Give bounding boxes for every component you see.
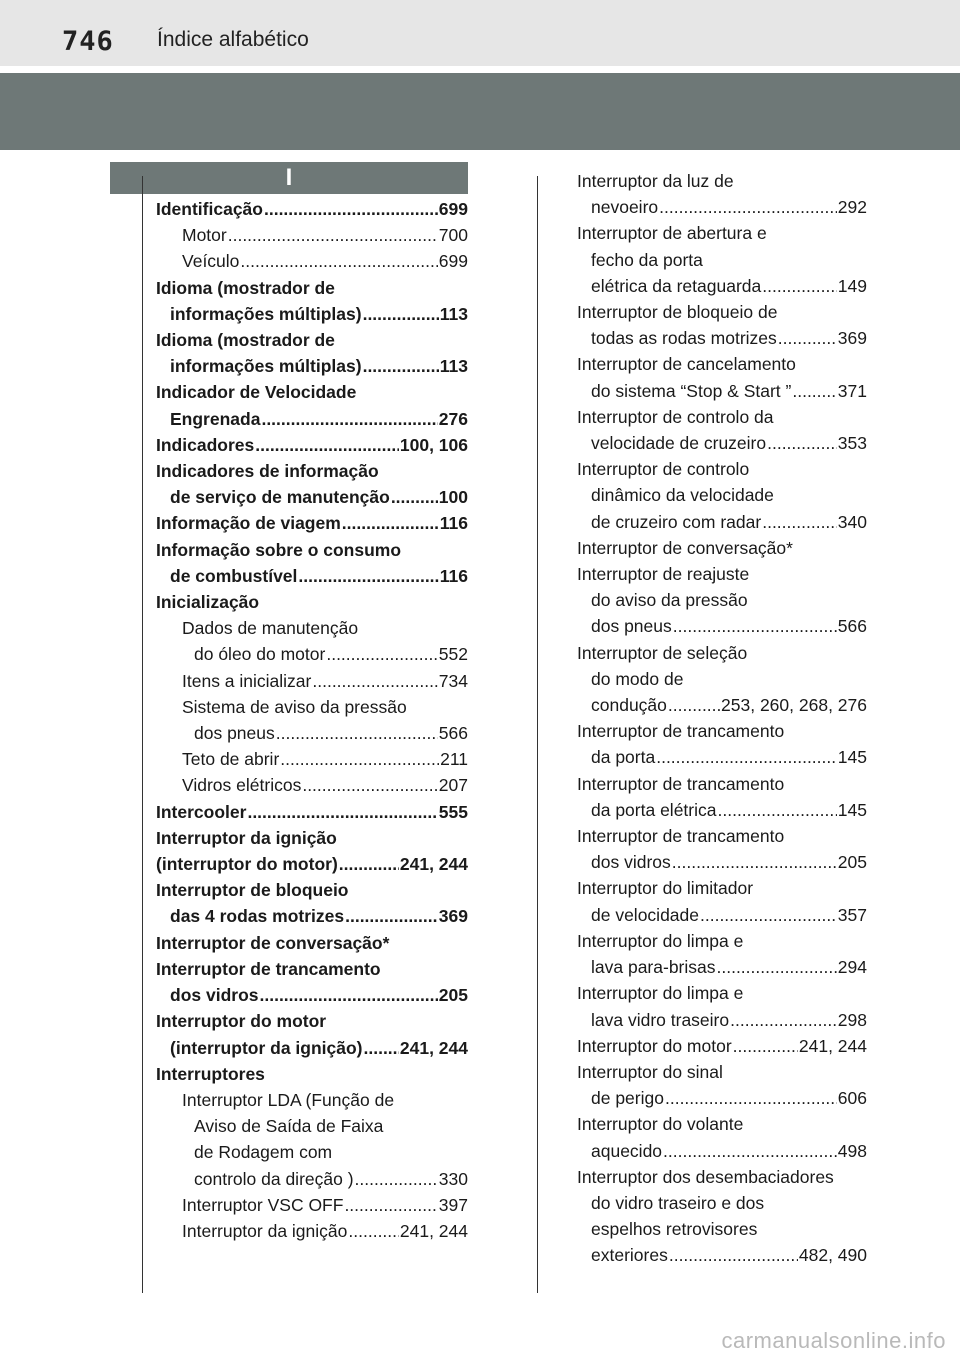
index-entry-term: do modo de bbox=[591, 668, 684, 689]
index-entry-term: Interruptor de bloqueio de bbox=[577, 302, 778, 323]
index-entry-term: dos vidros bbox=[591, 852, 671, 873]
index-entry bbox=[156, 1192, 468, 1218]
leader-dots bbox=[260, 982, 438, 1008]
leader-dots bbox=[665, 1085, 837, 1111]
index-entry bbox=[156, 641, 468, 667]
index-entry-page: 482, 490 bbox=[798, 1245, 867, 1266]
index-entry-term: Interruptor de seleção bbox=[577, 642, 748, 663]
index-entry bbox=[577, 928, 867, 954]
index-entry bbox=[577, 194, 867, 220]
index-entry bbox=[156, 982, 468, 1008]
index-entry-page: 241, 244 bbox=[399, 854, 468, 875]
index-entry-page: 734 bbox=[438, 670, 468, 691]
index-entry-page: 397 bbox=[438, 1194, 468, 1215]
leader-dots bbox=[326, 641, 437, 667]
index-entry-term: Interruptor do motor bbox=[577, 1035, 732, 1056]
left-column-rule bbox=[142, 176, 143, 1293]
index-entry-page: 276 bbox=[438, 408, 468, 429]
index-entry-page: 100 bbox=[438, 487, 468, 508]
index-entry bbox=[156, 1061, 468, 1087]
index-entry-term: lava para-brisas bbox=[591, 957, 716, 978]
index-entry-page: 606 bbox=[837, 1088, 867, 1109]
index-entry bbox=[156, 589, 468, 615]
index-entry bbox=[577, 1111, 867, 1137]
leader-dots bbox=[762, 273, 837, 299]
leader-dots bbox=[762, 509, 837, 535]
leader-dots bbox=[345, 903, 438, 929]
index-entry-term: Interruptor dos desembaciadores bbox=[577, 1166, 834, 1187]
index-entry-term: nevoeiro bbox=[591, 197, 659, 218]
index-entry-term: (interruptor do motor) bbox=[156, 854, 338, 875]
leader-dots bbox=[672, 849, 837, 875]
index-entry-term: (interruptor da ignição) bbox=[170, 1037, 363, 1058]
leader-dots bbox=[276, 720, 438, 746]
index-entry-term: da porta elétrica bbox=[591, 799, 717, 820]
index-entry-term: Indicadores de informação bbox=[156, 461, 379, 482]
index-entry-term: do aviso da pressão bbox=[591, 590, 748, 611]
index-entry bbox=[156, 615, 468, 641]
index-entry bbox=[577, 325, 867, 351]
index-entry-term: dos pneus bbox=[591, 616, 672, 637]
index-entry-page: 566 bbox=[438, 723, 468, 744]
index-entry-term: Itens a inicializar bbox=[182, 670, 312, 691]
index-entry-page: 205 bbox=[438, 985, 468, 1006]
index-entry-term: de velocidade bbox=[591, 904, 699, 925]
leader-dots bbox=[718, 797, 837, 823]
index-entry bbox=[577, 692, 867, 718]
index-entry-term: Sistema de aviso da pressão bbox=[182, 696, 407, 717]
index-entry-term: Dados de manutenção bbox=[182, 618, 359, 639]
index-entry-term: dos pneus bbox=[194, 723, 275, 744]
index-entry-term: todas as rodas motrizes bbox=[591, 328, 777, 349]
index-entry-term: Interruptor de trancamento bbox=[577, 773, 785, 794]
leader-dots bbox=[247, 799, 437, 825]
index-entry-term: da porta bbox=[591, 747, 656, 768]
index-entry bbox=[577, 849, 867, 875]
leader-dots bbox=[264, 196, 438, 222]
index-entry bbox=[156, 484, 468, 510]
index-entry-page: 116 bbox=[439, 565, 468, 586]
index-entry bbox=[577, 823, 867, 849]
index-entry bbox=[577, 744, 867, 770]
leader-dots bbox=[767, 430, 837, 456]
index-entry-term: de perigo bbox=[591, 1088, 664, 1109]
index-entry bbox=[577, 666, 867, 692]
index-entry-term: Teto de abrir bbox=[182, 749, 280, 770]
leader-dots bbox=[391, 484, 438, 510]
index-entry-term: Interruptor de reajuste bbox=[577, 564, 750, 585]
index-letter-header: I bbox=[110, 162, 468, 194]
index-entry-term: Interruptor do sinal bbox=[577, 1061, 723, 1082]
index-entry bbox=[577, 404, 867, 430]
index-entry-page: 100, 106 bbox=[399, 434, 468, 455]
index-entry-page: 207 bbox=[438, 775, 468, 796]
index-entry-term: do vidro traseiro e dos bbox=[591, 1192, 765, 1213]
index-entry-term: Interruptor de trancamento bbox=[577, 826, 785, 847]
leader-dots bbox=[364, 1035, 399, 1061]
index-entry bbox=[577, 1138, 867, 1164]
leader-dots bbox=[656, 744, 837, 770]
leader-dots bbox=[733, 1033, 798, 1059]
index-entry-term: Motor bbox=[182, 225, 227, 246]
index-entry-term: de combustível bbox=[170, 565, 298, 586]
leader-dots bbox=[280, 746, 439, 772]
index-entry bbox=[156, 379, 468, 405]
index-entry-term: Intercooler bbox=[156, 801, 247, 822]
index-entry-term: velocidade de cruzeiro bbox=[591, 433, 767, 454]
index-entry bbox=[577, 980, 867, 1006]
index-entry-page: 241, 244 bbox=[399, 1220, 468, 1241]
index-entry bbox=[577, 247, 867, 273]
index-entry bbox=[156, 222, 468, 248]
index-left-column bbox=[156, 196, 468, 1244]
index-entry-term: Interruptor da ignição bbox=[156, 827, 337, 848]
index-entry-term: informações múltiplas) bbox=[170, 303, 362, 324]
index-entry-term: Interruptor de controlo bbox=[577, 459, 750, 480]
index-entry bbox=[156, 563, 468, 589]
index-entry-term: fecho da porta bbox=[591, 249, 703, 270]
leader-dots bbox=[717, 954, 837, 980]
index-entry-term: Aviso de Saída de Faixa bbox=[194, 1116, 384, 1137]
index-entry bbox=[156, 851, 468, 877]
index-entry bbox=[577, 273, 867, 299]
index-entry bbox=[156, 275, 468, 301]
leader-dots bbox=[355, 1166, 438, 1192]
leader-dots bbox=[342, 510, 439, 536]
index-entry-term: dos vidros bbox=[170, 985, 259, 1006]
index-entry bbox=[156, 458, 468, 484]
index-entry-term: exteriores bbox=[591, 1245, 668, 1266]
index-entry bbox=[156, 903, 468, 929]
index-entry bbox=[156, 772, 468, 798]
index-entry bbox=[577, 902, 867, 928]
index-entry-term: do sistema “Stop & Start ” bbox=[591, 380, 792, 401]
index-entry-term: Interruptor VSC OFF bbox=[182, 1194, 344, 1215]
leader-dots bbox=[778, 325, 837, 351]
index-entry bbox=[156, 694, 468, 720]
index-entry-page: 292 bbox=[837, 197, 867, 218]
index-entry bbox=[156, 668, 468, 694]
index-entry bbox=[156, 353, 468, 379]
index-entry-term: Interruptor da ignição bbox=[182, 1220, 348, 1241]
index-entry-page: 699 bbox=[438, 251, 468, 272]
index-entry-page: 552 bbox=[438, 644, 468, 665]
index-entry-term: Interruptor do limpa e bbox=[577, 930, 744, 951]
index-entry bbox=[156, 406, 468, 432]
index-entry-page: 241, 244 bbox=[399, 1037, 468, 1058]
index-entry-page: 498 bbox=[837, 1140, 867, 1161]
index-entry bbox=[156, 799, 468, 825]
index-entry-term: Interruptor de trancamento bbox=[156, 958, 381, 979]
index-entry bbox=[577, 718, 867, 744]
index-entry-term: Interruptor do limpa e bbox=[577, 983, 744, 1004]
leader-dots bbox=[668, 692, 720, 718]
index-entry bbox=[577, 1164, 867, 1190]
index-entry bbox=[577, 1007, 867, 1033]
index-entry-page: 149 bbox=[837, 275, 867, 296]
index-entry-term: Indicador de Velocidade bbox=[156, 382, 357, 403]
index-entry-term: Identificação bbox=[156, 199, 263, 219]
center-column-rule bbox=[537, 176, 538, 1293]
leader-dots bbox=[312, 668, 437, 694]
index-entry-page: 253, 260, 268, 276 bbox=[721, 695, 867, 716]
index-entry-page: 700 bbox=[438, 225, 468, 246]
leader-dots bbox=[363, 353, 439, 379]
index-entry-term: Indicadores bbox=[156, 434, 255, 455]
index-entry-term: Idioma (mostrador de bbox=[156, 277, 335, 298]
index-entry bbox=[577, 482, 867, 508]
leader-dots bbox=[339, 851, 399, 877]
index-entry-term: Interruptor de controlo da bbox=[577, 406, 774, 427]
index-entry-page: 145 bbox=[837, 747, 867, 768]
section-title: Índice alfabético bbox=[157, 28, 309, 51]
index-entry-term: Informação sobre o consumo bbox=[156, 539, 402, 560]
index-entry-page: 113 bbox=[439, 356, 468, 377]
index-entry bbox=[156, 1113, 468, 1139]
index-entry-term: informações múltiplas) bbox=[170, 356, 362, 377]
index-entry bbox=[577, 1190, 867, 1216]
index-entry-term: das 4 rodas motrizes bbox=[170, 906, 345, 927]
index-entry-page: 357 bbox=[837, 904, 867, 925]
index-entry-page: 113 bbox=[439, 303, 468, 324]
index-entry-page: 340 bbox=[837, 511, 867, 532]
leader-dots bbox=[240, 248, 437, 274]
index-entry-term: aquecido bbox=[591, 1140, 663, 1161]
index-entry-term: Interruptor de conversação* bbox=[577, 537, 793, 558]
index-entry bbox=[156, 1218, 468, 1244]
index-entry-term: Vidros elétricos bbox=[182, 775, 302, 796]
leader-dots bbox=[730, 1007, 837, 1033]
leader-dots bbox=[298, 563, 438, 589]
index-entry-term: de Rodagem com bbox=[194, 1142, 333, 1163]
index-entry bbox=[577, 875, 867, 901]
index-entry-page: 298 bbox=[837, 1009, 867, 1030]
index-entry bbox=[577, 797, 867, 823]
index-entry-term: espelhos retrovisores bbox=[591, 1219, 758, 1240]
index-entry-term: Idioma (mostrador de bbox=[156, 330, 335, 351]
index-entry-page: 371 bbox=[837, 380, 867, 401]
index-entry-page: 294 bbox=[837, 957, 867, 978]
index-entry-page: 369 bbox=[837, 328, 867, 349]
index-entry bbox=[156, 301, 468, 327]
leader-dots bbox=[348, 1218, 398, 1244]
index-entry bbox=[577, 640, 867, 666]
index-entry bbox=[577, 771, 867, 797]
index-entry bbox=[156, 930, 468, 956]
page-number: 746 bbox=[62, 26, 114, 57]
index-entry-page: 369 bbox=[438, 906, 468, 927]
index-entry-page: 205 bbox=[837, 852, 867, 873]
index-entry bbox=[577, 378, 867, 404]
index-entry bbox=[156, 537, 468, 563]
leader-dots bbox=[700, 902, 837, 928]
index-entry-page: 566 bbox=[837, 616, 867, 637]
index-entry-term: Interruptor da luz de bbox=[577, 171, 734, 191]
index-entry bbox=[156, 877, 468, 903]
index-entry-term: Interruptor do volante bbox=[577, 1114, 744, 1135]
index-entry-term: elétrica da retaguarda bbox=[591, 275, 762, 296]
index-entry-term: dinâmico da velocidade bbox=[591, 485, 774, 506]
leader-dots bbox=[363, 301, 439, 327]
index-entry bbox=[577, 535, 867, 561]
index-entry-page: 699 bbox=[438, 199, 468, 219]
index-entry-term: condução bbox=[591, 695, 667, 716]
index-entry-term: Veículo bbox=[182, 251, 240, 272]
index-entry-term: Interruptores bbox=[156, 1063, 265, 1084]
index-entry-term: Engrenada bbox=[170, 408, 261, 429]
index-entry-term: Interruptor LDA (Função de bbox=[182, 1089, 395, 1110]
index-entry bbox=[577, 1085, 867, 1111]
index-entry bbox=[156, 1166, 468, 1192]
leader-dots bbox=[302, 772, 437, 798]
leader-dots bbox=[659, 194, 837, 220]
index-entry bbox=[156, 956, 468, 982]
index-entry-page: 330 bbox=[438, 1168, 468, 1189]
index-entry bbox=[577, 1033, 867, 1059]
index-entry bbox=[577, 1216, 867, 1242]
index-entry-page: 116 bbox=[439, 513, 468, 534]
index-entry-page: 353 bbox=[837, 433, 867, 454]
index-entry bbox=[156, 1139, 468, 1165]
index-entry bbox=[156, 327, 468, 353]
index-right-column bbox=[577, 168, 867, 1269]
index-entry bbox=[577, 220, 867, 246]
leader-dots bbox=[792, 378, 836, 404]
index-entry bbox=[577, 168, 867, 194]
index-entry-term: Interruptor de conversação* bbox=[156, 932, 390, 953]
index-entry-term: de serviço de manutenção bbox=[170, 487, 390, 508]
index-entry bbox=[577, 1242, 867, 1268]
leader-dots bbox=[255, 432, 399, 458]
index-entry bbox=[156, 510, 468, 536]
index-entry-term: Informação de viagem bbox=[156, 513, 341, 534]
index-entry bbox=[577, 561, 867, 587]
index-entry bbox=[156, 746, 468, 772]
index-entry-term: Interruptor de trancamento bbox=[577, 721, 785, 742]
index-entry bbox=[156, 248, 468, 274]
decorative-band bbox=[0, 73, 960, 150]
leader-dots bbox=[261, 406, 437, 432]
index-entry-page: 145 bbox=[837, 799, 867, 820]
index-entry bbox=[577, 509, 867, 535]
leader-dots bbox=[669, 1242, 798, 1268]
index-entry-term: controlo da direção ) bbox=[194, 1168, 354, 1189]
index-entry-term: Interruptor de abertura e bbox=[577, 223, 767, 244]
index-entry bbox=[577, 954, 867, 980]
index-entry bbox=[577, 613, 867, 639]
index-entry-page: 555 bbox=[438, 801, 468, 822]
index-entry-term: Interruptor do limitador bbox=[577, 878, 754, 899]
leader-dots bbox=[663, 1138, 837, 1164]
index-entry bbox=[577, 430, 867, 456]
index-entry-page: 211 bbox=[440, 749, 468, 770]
index-entry-term: lava vidro traseiro bbox=[591, 1009, 730, 1030]
index-entry bbox=[577, 351, 867, 377]
index-entry bbox=[577, 1059, 867, 1085]
watermark: carmanualsonline.info bbox=[721, 1328, 946, 1353]
page-header-bar bbox=[0, 0, 960, 66]
leader-dots bbox=[344, 1192, 437, 1218]
index-entry bbox=[577, 456, 867, 482]
index-entry bbox=[156, 432, 468, 458]
index-entry-term: Inicialização bbox=[156, 592, 260, 613]
index-entry bbox=[156, 825, 468, 851]
index-entry bbox=[577, 587, 867, 613]
index-entry bbox=[577, 299, 867, 325]
index-entry-page: 241, 244 bbox=[798, 1035, 867, 1056]
index-entry-term: de cruzeiro com radar bbox=[591, 511, 762, 532]
index-entry bbox=[156, 1035, 468, 1061]
index-entry bbox=[156, 1008, 468, 1034]
index-entry-term: Interruptor do motor bbox=[156, 1011, 327, 1032]
index-entry-term: Interruptor de cancelamento bbox=[577, 354, 796, 375]
index-entry bbox=[156, 720, 468, 746]
leader-dots bbox=[228, 222, 438, 248]
index-entry bbox=[156, 1087, 468, 1113]
index-entry-term: Interruptor de bloqueio bbox=[156, 880, 349, 901]
index-entry bbox=[156, 196, 468, 222]
leader-dots bbox=[673, 613, 837, 639]
index-entry-term: do óleo do motor bbox=[194, 644, 326, 665]
